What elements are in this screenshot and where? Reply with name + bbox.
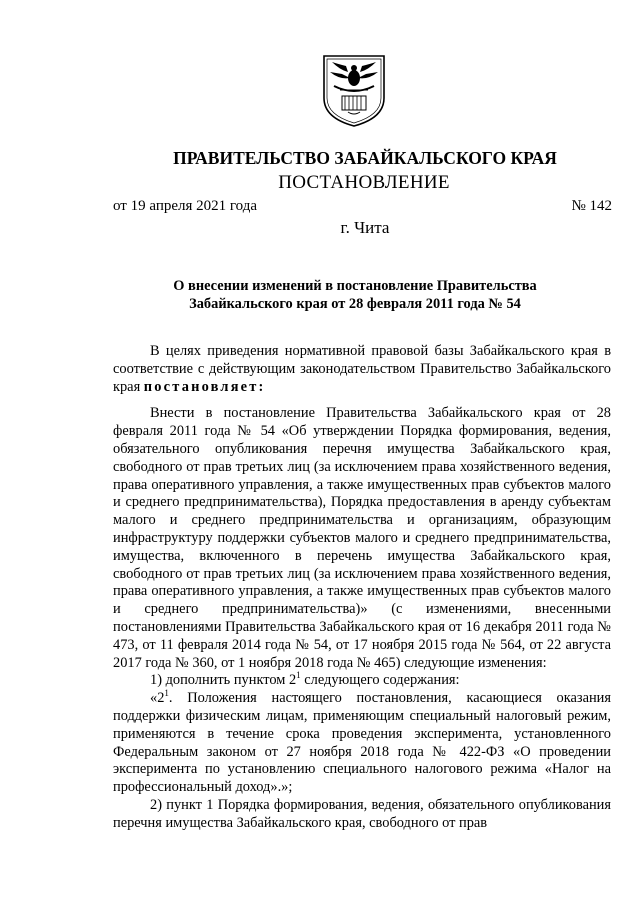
preamble-text: В целях приведения нормативной правовой базы Забайкальского края в соответствие с действующим законодательством Правительство Забайкальского края [113, 343, 611, 395]
quote-text-a: «2 [150, 690, 165, 707]
item-1-text-b: следующего содержания: [300, 672, 460, 689]
document-city: г. Чита [340, 218, 390, 237]
government-name: ПРАВИТЕЛЬСТВО ЗАБАЙКАЛЬСКОГО КРАЯ [173, 148, 557, 168]
document-date: от 19 апреля 2021 года [113, 198, 258, 214]
document-number: № 142 [571, 198, 612, 214]
main-paragraph: Внести в постановление Правительства Забайкальского края от 28 февраля 2011 года № 54 «Об утверждении Порядка формирования, ведения, обязательного опубликования перечня имущества Забайкальского края, свободного от прав третьих лиц (за исключением права хозяйственного ведения, права оперативного управления, а также имущественных прав субъектов малого и среднего предпринимательства), Порядка предоставления в аренду субъектам малого и среднего предпринимательства и организациям, образующим инфраструктуру поддержки субъектов малого и среднего предпринимательства, имущества, включенного в перечень имущества Забайкальского края, свободного от прав третьих лиц (за исключением права хозяйственного ведения, права оперативного управления, а также имущественных прав субъектов малого и среднего предпринимательства)» (с изменениями, внесенными постановлениями Правительства Забайкальского края от 16 декабря 2011 года № 473, от 11 февраля 2014 года № 54, от 17 ноября 2015 года № 564, от 22 августа 2017 года № 360, от 1 ноября 2018 года № 465) следующие изменения: [113, 405, 611, 671]
item-2-paragraph: 2) пункт 1 Порядка формирования, ведения, обязательного опубликования перечня имущества Забайкальского края, свободного от прав [113, 796, 611, 831]
preamble-paragraph [113, 343, 611, 396]
item-1-text-a: 1) дополнить пунктом 2 [150, 672, 297, 689]
document-type: ПОСТАНОВЛЕНИЕ [278, 172, 450, 193]
quote-superscript: 1 [164, 688, 169, 699]
item-1-paragraph [113, 672, 611, 690]
resolves-word: постановляет: [143, 378, 266, 395]
subject-line-2: Забайкальского края от 28 февраля 2011 года № 54 [189, 296, 521, 312]
document-subject [150, 277, 560, 313]
quote-text-b: . Положения настоящего постановления, касающиеся оказания поддержки физическим лицам, применяющим специальный налоговый режим, применяются в течение срока проведения эксперимента, установленного Федеральным законом от 27 ноября 2018 года № 422-ФЗ «О проведении эксперимента по установлению специального налогового режима «Налог на профессиональный доход».»; [113, 690, 611, 796]
document-body [113, 343, 611, 833]
coat-of-arms-icon [320, 52, 388, 128]
subject-line-1: О внесении изменений в постановление Правительства [173, 278, 537, 294]
quote-paragraph [113, 690, 611, 797]
item-1-superscript: 1 [296, 670, 301, 681]
